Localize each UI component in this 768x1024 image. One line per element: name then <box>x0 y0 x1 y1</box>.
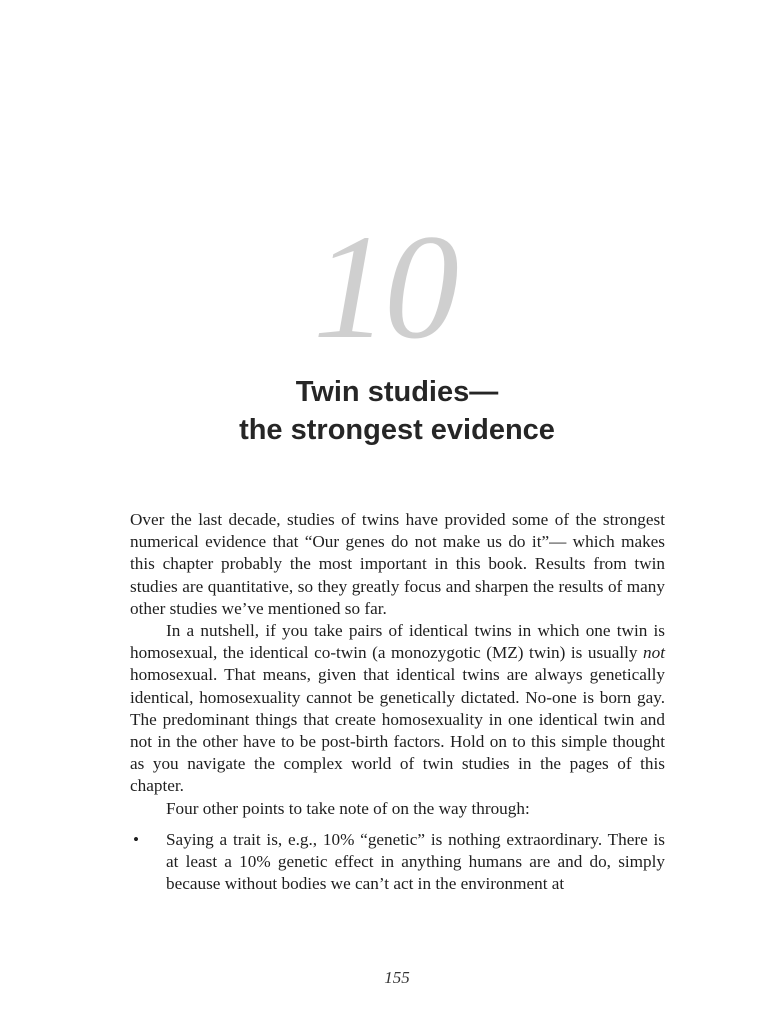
chapter-title <box>0 373 768 449</box>
bullet-icon: • <box>133 829 140 849</box>
chapter-body <box>130 509 665 895</box>
chapter-title-line-1: Twin studies— <box>295 376 499 408</box>
paragraph-four-points: Four other points to take note of on the way through: <box>166 798 530 818</box>
emphasis-not: not <box>643 643 665 663</box>
page-number: 155 <box>384 968 410 987</box>
paragraph-intro: Over the last decade, studies of twins have provided some of the strongest numerical evidence that “Our genes do not make us do it”— which makes this chapter probably the most important in this book. Results from twin studies are quantitative, so they greatly focus and sharpen the results of many other studies we’ve mentioned so far. <box>130 510 665 618</box>
list-item <box>130 829 665 896</box>
list-item-text: Saying a trait is, e.g., 10% “genetic” is nothing extraordinary. There is at least a 10% genetic effect in anything humans are and do, simply because without bodies we can’t act in the environment at <box>166 829 665 894</box>
chapter-number: 10 <box>313 204 455 370</box>
chapter-title-line-2: the strongest evidence <box>239 414 555 446</box>
bullet-list <box>130 829 665 896</box>
paragraph-nutshell-end: homosexual. That means, given that identical twins are always genetically identical, homosexuality cannot be genetically dictated. No-one is born gay. The predominant things that create homosexuality in one identical twin and not in the other have to be post-birth factors. Hold on to this simple thought as you navigate the complex world of twin studies in the pages of this chapter. <box>130 665 665 796</box>
paragraph-nutshell <box>130 620 665 798</box>
paragraph-nutshell-start: In a nutshell, if you take pairs of identical twins in which one twin is homosexual, the identical co-twin (a monozygotic (MZ) twin) is usually <box>130 621 665 663</box>
